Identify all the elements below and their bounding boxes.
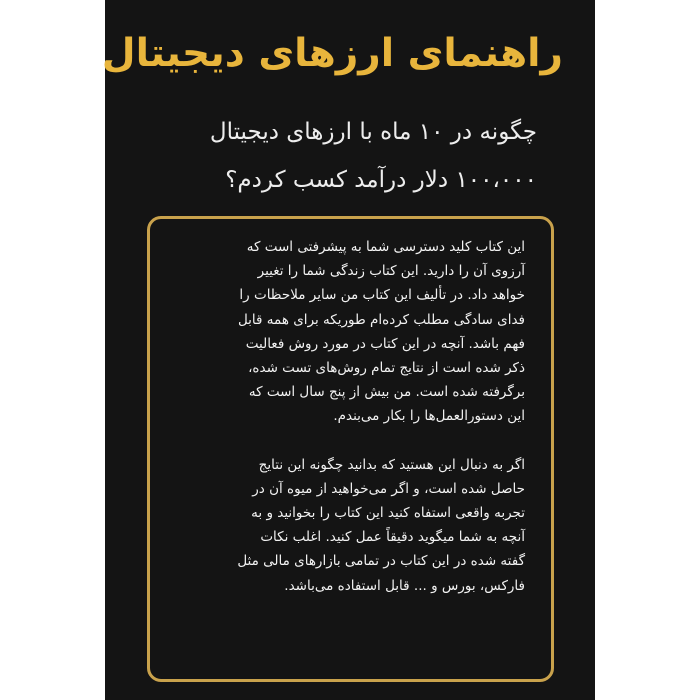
text-line: فدای سادگی مطلب کرده‌ام طوریکه برای همه قابل bbox=[237, 311, 525, 328]
paragraph-1 bbox=[174, 235, 525, 429]
book-title: راهنمای ارزهای دیجیتال bbox=[101, 31, 563, 76]
text-line: این کتاب کلید دسترسی شما به پیشرفتی است که bbox=[246, 239, 525, 255]
text-line: برگرفته شده است. من بیش از پنج سال است که bbox=[248, 384, 525, 401]
book-back-cover bbox=[101, 0, 595, 700]
text-line: تجربه واقعی استفاه کنید این کتاب را بخوانید و به bbox=[251, 505, 525, 522]
text-line: آرزوی آن را دارید. این کتاب زندگی شما را تغییر bbox=[257, 263, 525, 280]
text-line: ذکر شده است از نتایج تمام روش‌های تست شده، bbox=[248, 360, 525, 377]
text-line: اگر به دنبال این هستید که بدانید چگونه این نتایج bbox=[258, 456, 525, 473]
description-frame bbox=[147, 216, 554, 682]
paragraph-2 bbox=[174, 453, 525, 598]
text-line: گفته شده در این کتاب در تمامی بازارهای مالی مثل bbox=[237, 553, 525, 570]
text-line: این دستورالعمل‌ها را بکار می‌بندم. bbox=[333, 408, 525, 425]
text-line: فارکس، بورس و ... قابل استفاده می‌باشد. bbox=[284, 577, 525, 594]
subtitle-line: ۱۰۰،۰۰۰ دلار درآمد کسب کردم؟ bbox=[225, 167, 537, 193]
text-line: حاصل شده است، و اگر می‌خواهید از میوه آن در bbox=[252, 480, 525, 497]
subtitle-line: چگونه در ۱۰ ماه با ارزهای دیجیتال bbox=[209, 119, 537, 145]
text-line: خواهد داد. در تألیف این کتاب من سایر ملاحظات را bbox=[239, 287, 525, 304]
subtitle bbox=[125, 108, 537, 204]
text-line: آنچه به شما میگوید دقیقاً عمل کنید. اغلب نکات bbox=[260, 529, 525, 546]
description-text bbox=[174, 235, 525, 598]
text-line: فهم باشد. آنچه در این کتاب در مورد روش فعالیت bbox=[245, 335, 525, 352]
